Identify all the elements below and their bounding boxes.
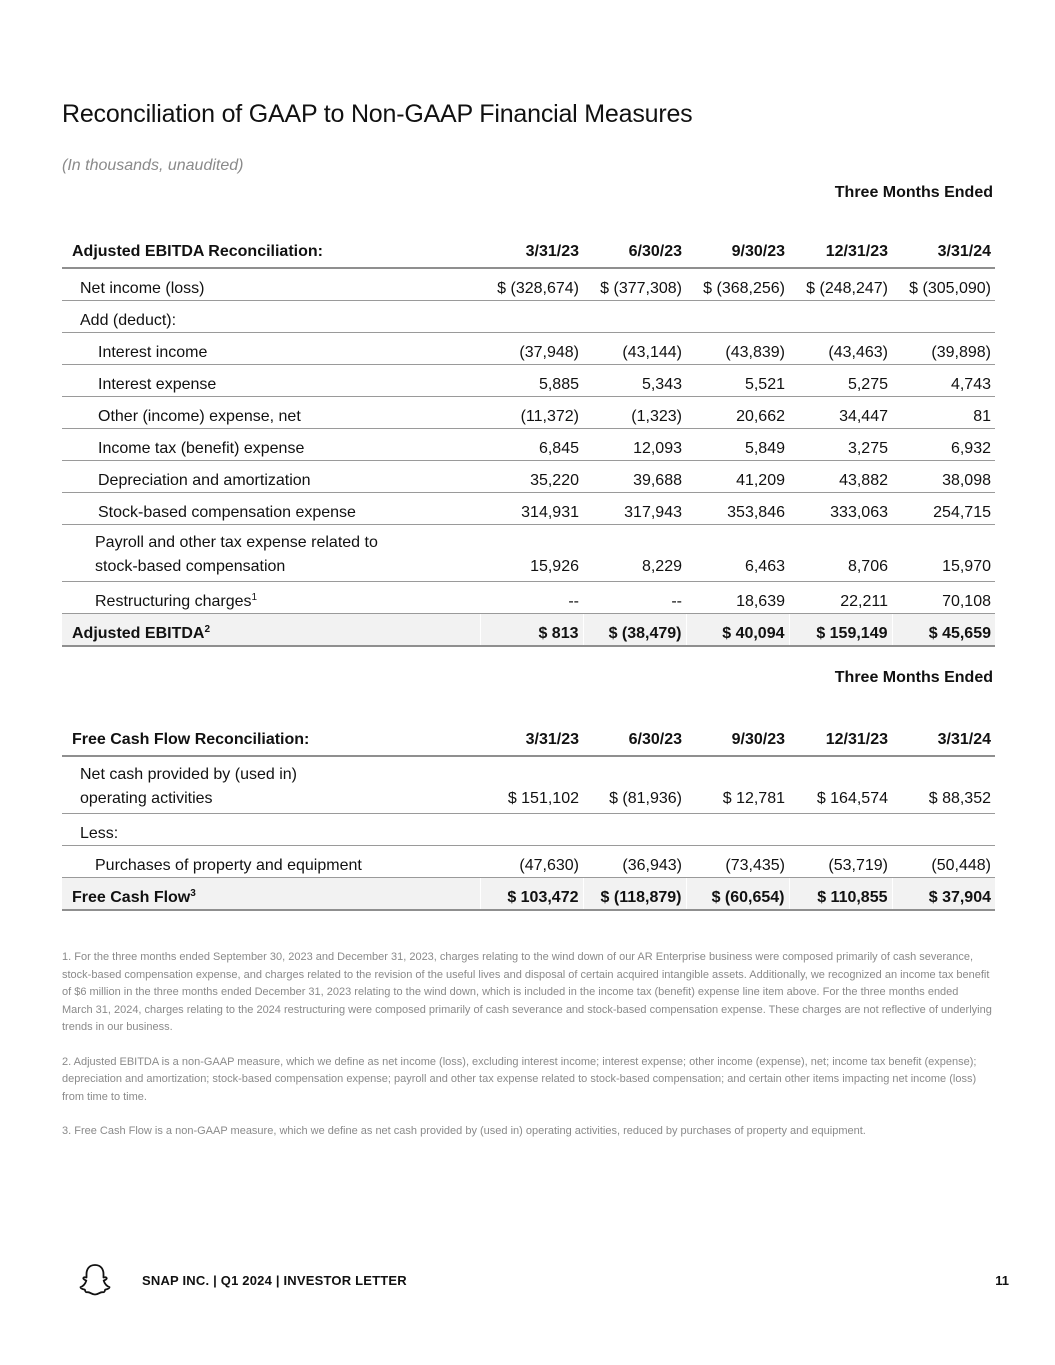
column-header: 12/31/23 (825, 243, 888, 260)
table-row (62, 365, 995, 397)
row-label: Income tax (benefit) expense (62, 429, 480, 461)
cell-value (789, 814, 892, 846)
row-label (62, 756, 480, 814)
row-label: Stock-based compensation expense (62, 493, 480, 525)
cell-value (789, 301, 892, 333)
row-label (62, 525, 480, 582)
cell-value: $ 12,781 (686, 756, 789, 814)
total-value: $ 103,472 (480, 878, 583, 911)
table-row (62, 525, 995, 582)
section-label: Adjusted EBITDA Reconciliation: (72, 243, 323, 260)
cell-value: (53,719) (789, 846, 892, 878)
row-label (62, 582, 480, 614)
table-row (62, 461, 995, 493)
table-row (62, 333, 995, 365)
row-label: Add (deduct): (62, 301, 480, 333)
footnote-marker: 2 (204, 624, 211, 635)
cell-value: 35,220 (480, 461, 583, 493)
table-row (62, 429, 995, 461)
cell-value: $ (377,308) (583, 268, 686, 301)
cell-value (892, 301, 995, 333)
total-value: $ 159,149 (789, 614, 892, 647)
column-header: 12/31/23 (825, 731, 888, 748)
cell-value: $ 164,574 (789, 756, 892, 814)
section-label: Free Cash Flow Reconciliation: (72, 731, 310, 748)
table-row (62, 397, 995, 429)
total-value: $ 40,094 (686, 614, 789, 647)
row-label: Interest income (62, 333, 480, 365)
cell-value: 6,932 (892, 429, 995, 461)
page-footer (62, 1262, 1009, 1298)
table-row (62, 582, 995, 614)
cell-value (583, 814, 686, 846)
total-value: $ 813 (480, 614, 583, 647)
cell-value: $ (248,247) (789, 268, 892, 301)
table-row (62, 756, 995, 814)
total-value: $ 45,659 (892, 614, 995, 647)
cell-value: (73,435) (686, 846, 789, 878)
cell-value: (47,630) (480, 846, 583, 878)
fcf-period-heading: Three Months Ended (834, 669, 993, 686)
total-row (62, 614, 995, 647)
cell-value: 8,706 (789, 525, 892, 582)
cell-value: 38,098 (892, 461, 995, 493)
ebitda-period-heading: Three Months Ended (834, 184, 993, 201)
cell-value: $ (305,090) (892, 268, 995, 301)
free-cash-flow-table (62, 713, 995, 911)
footnote-2: 2. Adjusted EBITDA is a non-GAAP measure, which we define as net income (loss), excluding interest income; interest expense; other income (expense), net; income tax benefit (expense); depreciation and amortization; stock-based compensation expense; payroll and other tax expense related to stock-based compensation; and certain other items impacting net income (loss) from time to time. (62, 1055, 977, 1103)
page-title: Reconciliation of GAAP to Non-GAAP Financial Measures (62, 100, 693, 128)
table-row (62, 301, 995, 333)
cell-value: 34,447 (789, 397, 892, 429)
total-value: $ (118,879) (583, 878, 686, 911)
table-row (62, 493, 995, 525)
row-label: Depreciation and amortization (62, 461, 480, 493)
column-header: 6/30/23 (628, 243, 682, 260)
cell-value: (36,943) (583, 846, 686, 878)
cell-value: 41,209 (686, 461, 789, 493)
cell-value (480, 814, 583, 846)
total-row (62, 878, 995, 911)
cell-value: $ (81,936) (583, 756, 686, 814)
cell-value: (43,144) (583, 333, 686, 365)
cell-value (480, 301, 583, 333)
total-label (62, 878, 480, 911)
cell-value: 22,211 (789, 582, 892, 614)
row-label-line: stock-based compensation (95, 558, 286, 575)
adjusted-ebitda-table (62, 225, 995, 647)
cell-value: 20,662 (686, 397, 789, 429)
column-header: 3/31/23 (525, 243, 579, 260)
total-value: $ 37,904 (892, 878, 995, 911)
row-label-text: Restructuring charges (95, 593, 252, 610)
cell-value: (43,463) (789, 333, 892, 365)
cell-value: $ 88,352 (892, 756, 995, 814)
cell-value: 317,943 (583, 493, 686, 525)
cell-value: (37,948) (480, 333, 583, 365)
cell-value: 6,463 (686, 525, 789, 582)
cell-value: 314,931 (480, 493, 583, 525)
column-header: 9/30/23 (731, 243, 785, 260)
table-header-row (62, 713, 995, 756)
cell-value: 5,885 (480, 365, 583, 397)
cell-value: 39,688 (583, 461, 686, 493)
row-label-line: operating activities (80, 790, 213, 807)
cell-value: 5,275 (789, 365, 892, 397)
footnotes (62, 949, 992, 1158)
cell-value: 15,926 (480, 525, 583, 582)
cell-value: 5,343 (583, 365, 686, 397)
table-row (62, 814, 995, 846)
footer-brand-text: SNAP INC. | Q1 2024 | INVESTOR LETTER (142, 1273, 407, 1288)
cell-value: 15,970 (892, 525, 995, 582)
page-number: 11 (995, 1273, 1009, 1288)
cell-value: 70,108 (892, 582, 995, 614)
row-label: Interest expense (62, 365, 480, 397)
footnote-1: 1. For the three months ended September 30, 2023 and December 31, 2023, charges relating to the wind down of our AR Enterprise business were composed primarily of cash severance, stock-based compensation expense, and charges related to the revision of the useful lives and disposal of certain acquired intangible assets. Additionally, we recognized an income tax benefit of $6 million in the three months ended December 31, 2023 relating to the wind down, which is included in the income tax (benefit) expense line item above. For the three months ended March 31, 2024, charges relating to the 2024 restructuring were composed primarily of cash severance and stock-based compensation expense. These charges are not reflective of underlying trends in our business. (62, 951, 992, 1033)
cell-value: 43,882 (789, 461, 892, 493)
total-label-text: Free Cash Flow (72, 889, 191, 906)
cell-value: 6,845 (480, 429, 583, 461)
cell-value: 81 (892, 397, 995, 429)
cell-value: 5,521 (686, 365, 789, 397)
cell-value: 4,743 (892, 365, 995, 397)
total-value: $ (60,654) (686, 878, 789, 911)
row-label: Purchases of property and equipment (62, 846, 480, 878)
cell-value: 12,093 (583, 429, 686, 461)
page-subtitle: (In thousands, unaudited) (62, 157, 244, 174)
total-value: $ 110,855 (789, 878, 892, 911)
cell-value: -- (583, 582, 686, 614)
row-label-line: Payroll and other tax expense related to (95, 534, 378, 551)
cell-value: -- (480, 582, 583, 614)
cell-value: $ (368,256) (686, 268, 789, 301)
cell-value: (1,323) (583, 397, 686, 429)
column-header: 3/31/24 (937, 243, 991, 260)
total-label (62, 614, 480, 647)
snapchat-ghost-icon (78, 1262, 112, 1298)
cell-value: (11,372) (480, 397, 583, 429)
row-label: Other (income) expense, net (62, 397, 480, 429)
cell-value: (43,839) (686, 333, 789, 365)
footnote-marker: 1 (251, 592, 258, 603)
footnote-marker: 3 (190, 888, 196, 899)
row-label: Less: (62, 814, 480, 846)
table-header-row (62, 225, 995, 268)
cell-value: (39,898) (892, 333, 995, 365)
cell-value: $ 151,102 (480, 756, 583, 814)
cell-value: 5,849 (686, 429, 789, 461)
cell-value (583, 301, 686, 333)
cell-value (686, 814, 789, 846)
footnote-3: 3. Free Cash Flow is a non-GAAP measure, which we define as net cash provided by (used in) operating activities, reduced by purchases of property and equipment. (62, 1125, 866, 1137)
total-value: $ (38,479) (583, 614, 686, 647)
cell-value: (50,448) (892, 846, 995, 878)
cell-value: $ (328,674) (480, 268, 583, 301)
cell-value: 3,275 (789, 429, 892, 461)
cell-value: 333,063 (789, 493, 892, 525)
total-label-text: Adjusted EBITDA (72, 625, 205, 642)
cell-value: 254,715 (892, 493, 995, 525)
cell-value (892, 814, 995, 846)
cell-value: 353,846 (686, 493, 789, 525)
column-header: 9/30/23 (731, 731, 785, 748)
cell-value: 18,639 (686, 582, 789, 614)
table-row (62, 268, 995, 301)
table-row (62, 846, 995, 878)
column-header: 3/31/23 (525, 731, 579, 748)
column-header: 6/30/23 (628, 731, 682, 748)
cell-value (686, 301, 789, 333)
column-header: 3/31/24 (937, 731, 991, 748)
row-label: Net income (loss) (62, 268, 480, 301)
row-label-line: Net cash provided by (used in) (80, 766, 297, 783)
cell-value: 8,229 (583, 525, 686, 582)
